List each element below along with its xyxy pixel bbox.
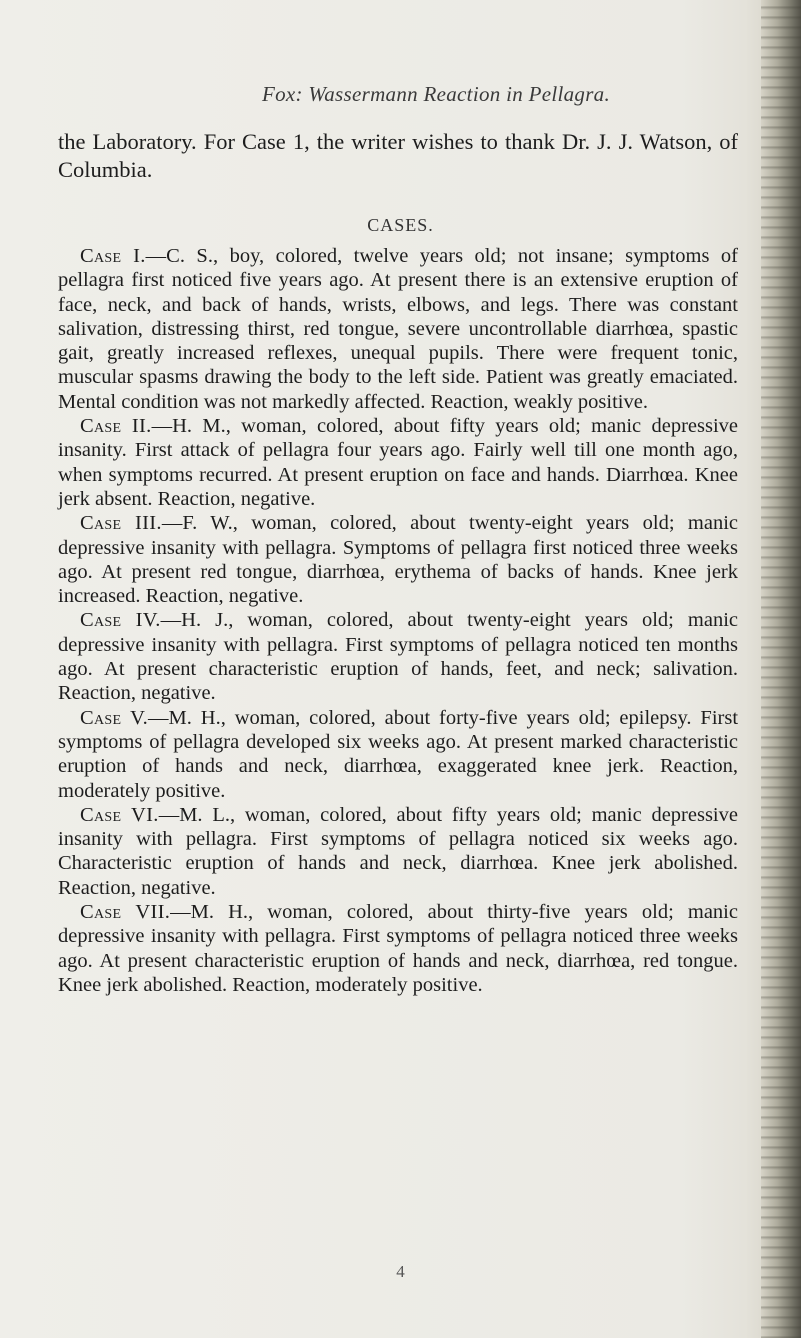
case-3-text: —F. W., woman, colored, about twenty-eight years old; manic depressive insanity with pellagra. Symptoms of pellagra first noticed three weeks ago. At present red tongue, diarrhœa, erythema of backs of hands. Knee jerk increased. Reaction, negative. — [58, 512, 738, 608]
case-6-text: —M. L., woman, colored, about fifty years old; manic depressive insanity with pellagra. First symptoms of pellagra noticed six weeks ago. Characteristic eruption of hands and neck, diarrhœa. Knee jerk abolished. Reaction, negative. — [58, 803, 738, 899]
case-7-text: —M. H., woman, colored, about thirty-five years old; manic depressive insanity with pellagra. First symptoms of pellagra noticed three weeks ago. At present characteristic eruption of hands and neck, diarrhœa, red tongue. Knee jerk abolished. Reaction, moderately positive. — [58, 901, 738, 996]
page-number: 4 — [396, 1262, 405, 1281]
case-1-text: —C. S., boy, colored, twelve years old; not insane; symptoms of pellagra first noticed five years ago. At present there is an extensive eruption of face, neck, and back of hands, wrists, elbows, and legs. There was constant salivation, distressing thirst, red tongue, severe uncontrollable diarrhœa, spastic gait, greatly increased reflexes, unequal pupils. There were frequent tonic, muscular spasms drawing the body to the left side. Patient was greatly emaciated. Mental condition was not markedly affected. Reaction, weakly positive. — [58, 245, 738, 413]
case-7 — [58, 900, 738, 997]
case-6 — [58, 803, 738, 900]
case-4-label: Case IV. — [80, 609, 161, 632]
case-5-label: Case V. — [80, 706, 149, 729]
section-heading: CASES. — [367, 215, 434, 235]
case-2 — [58, 414, 738, 511]
running-head: Fox: Wassermann Reaction in Pellagra. — [262, 82, 611, 106]
case-5-text: —M. H., woman, colored, about forty-five years old; epilepsy. First symptoms of pellagra developed six weeks ago. At present marked characteristic eruption of hands and neck, diarrhœa, exaggerated knee jerk. Reaction, moderately positive. — [58, 706, 739, 802]
book-spine-shadow — [761, 0, 801, 1338]
case-1-label: Case I. — [80, 245, 146, 267]
case-3 — [58, 511, 738, 608]
case-4 — [58, 608, 738, 705]
case-1 — [58, 244, 738, 414]
case-2-label: Case II. — [80, 415, 152, 438]
case-3-label: Case III. — [80, 512, 162, 535]
case-list — [58, 244, 738, 997]
intro-paragraph — [58, 128, 738, 184]
intro-text: the Laboratory. For Case 1, the writer wishes to thank Dr. J. J. Watson, of Columbia. — [58, 129, 738, 182]
case-4-text: —H. J., woman, colored, about twenty-eight years old; manic depressive insanity with pellagra. First symptoms of pellagra noticed ten months ago. At present characteristic eruption of hands, feet, and neck; salivation. Reaction, negative. — [58, 609, 738, 705]
case-6-label: Case VI. — [80, 803, 159, 826]
case-7-label: Case VII. — [80, 901, 171, 924]
case-2-text: —H. M., woman, colored, about fifty years old; manic depressive insanity. First attack of pellagra four years ago. Fairly well till one month ago, when symptoms recurred. At present eruption on face and hands. Diarrhœa. Knee jerk absent. Reaction, negative. — [58, 415, 738, 510]
case-5 — [58, 706, 738, 803]
